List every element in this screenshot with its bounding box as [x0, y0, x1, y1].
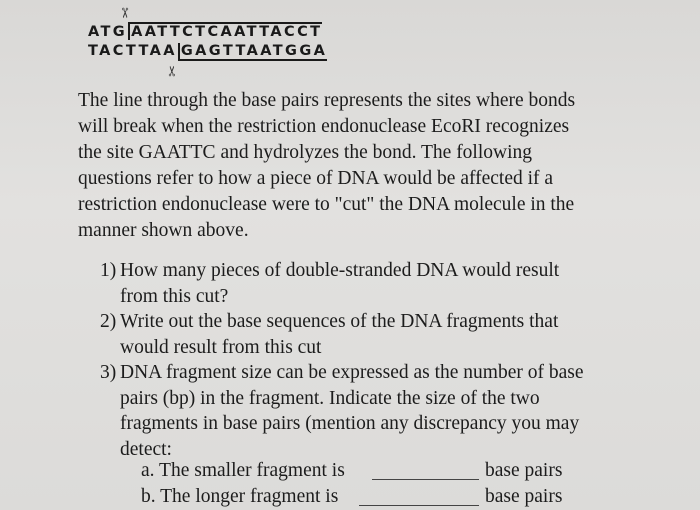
question-text: [120, 258, 660, 309]
dna-bottom-strand: [88, 43, 327, 61]
answer-blank-smaller[interactable]: [372, 479, 479, 480]
question-line: from this cut?: [120, 285, 229, 307]
question-line: DNA fragment size can be expressed as the number of base: [120, 362, 584, 383]
dna-bottom-right: GAGTTAATGGA: [178, 43, 327, 61]
question-list: [100, 258, 660, 462]
intro-line: the site GAATTC and hydrolyzes the bond. The following: [78, 142, 533, 163]
question-number: 2): [100, 311, 117, 332]
sub-item-label: a. The smaller fragment is: [141, 460, 345, 481]
question-line: pairs (bp) in the fragment. Indicate the size of the two: [120, 387, 540, 409]
dna-top-left: ATG: [88, 24, 128, 40]
question-line: fragments in base pairs (mention any discrepancy you may: [120, 413, 580, 434]
question-number: 1): [100, 260, 117, 281]
dna-bottom-left: TACTTAA: [88, 43, 177, 59]
sub-item-unit: base pairs: [485, 460, 563, 481]
question-line: How many pieces of double-stranded DNA would result: [120, 260, 560, 281]
sub-item-unit: base pairs: [485, 485, 563, 507]
question-2: [100, 309, 660, 360]
answer-blank-longer[interactable]: [359, 505, 479, 506]
question-3: [100, 360, 660, 462]
dna-top-strand: [88, 22, 322, 40]
question-1: [100, 258, 660, 309]
scissors-icon-top: ✂: [115, 7, 132, 19]
question-line: detect:: [120, 438, 172, 460]
intro-line: manner shown above.: [78, 220, 249, 241]
question-text: [120, 360, 660, 462]
intro-line: The line through the base pairs represents the sites where bonds: [78, 90, 576, 111]
intro-line: restriction endonuclease were to "cut" the DNA molecule in the: [78, 194, 575, 215]
intro-line: will break when the restriction endonuclease EcoRI recognizes: [78, 116, 570, 137]
sub-item-label: b. The longer fragment is: [141, 485, 339, 507]
intro-paragraph: [78, 88, 638, 244]
question-line: would result from this cut: [120, 336, 322, 358]
sub-item-longer: [141, 484, 661, 510]
question-number: 3): [100, 362, 117, 383]
dna-top-right: AATTCTCAATTACCT: [128, 22, 322, 40]
sub-item-smaller: [141, 458, 661, 484]
intro-line: questions refer to how a piece of DNA would be affected if a: [78, 168, 554, 189]
scissors-icon-bottom: ✂: [164, 65, 181, 77]
question-line: Write out the base sequences of the DNA fragments that: [120, 311, 559, 332]
question-text: [120, 309, 660, 360]
fragment-size-answers: [141, 458, 661, 509]
